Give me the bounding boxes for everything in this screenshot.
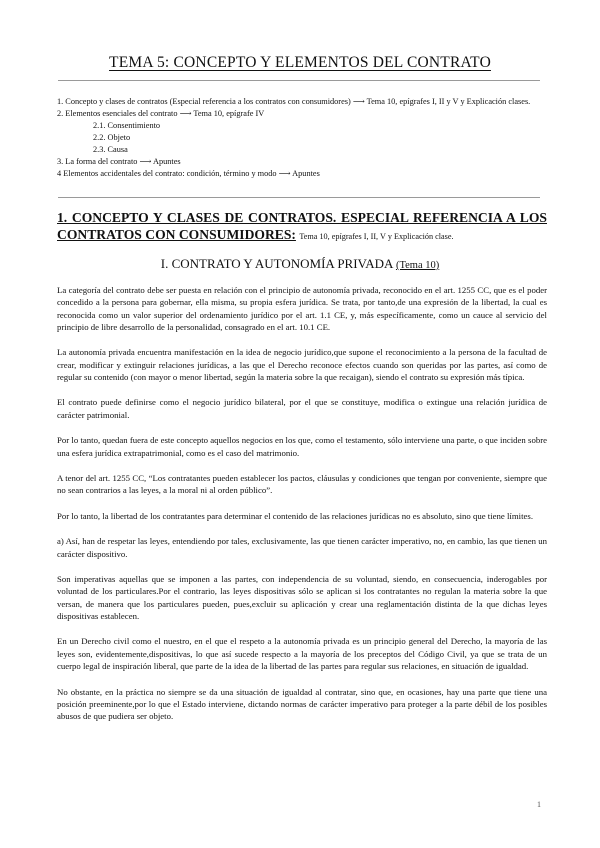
section-heading bbox=[57, 209, 547, 245]
paragraph: A tenor del art. 1255 CC, “Los contratantes pueden establecer los pactos, cláusulas y condiciones que tengan por conveniente, siempre que no sean contrarios a las leyes, a la moral ni al orden público”. bbox=[57, 473, 547, 496]
toc-item: 4 Elementos accidentales del contrato: condición, término y modo ⟶ Apuntes bbox=[57, 169, 320, 178]
subsection-tema: (Tema 10) bbox=[395, 260, 440, 271]
page-number: 1 bbox=[537, 800, 541, 809]
paragraph: Son imperativas aquellas que se imponen a las partes, con independencia de su voluntad, siendo, en consecuencia, inderogables por voluntad de los particulares.Por el contrario, las leyes dispositivas sólo se aplican si los contratantes no regulan la materia sobre la que versan, de manera que los particulares pueden, pues,excluir su aplicación y crear una reglamentación distinta de la que dichas leyes dispositivas establecen. bbox=[57, 574, 547, 621]
body-text bbox=[57, 284, 547, 736]
section-heading-text: 1. CONCEPTO Y CLASES DE CONTRATOS. ESPECIAL REFERENCIA A LOS CONTRATOS CON CONSUMIDORES: bbox=[57, 210, 547, 242]
table-of-contents bbox=[57, 96, 547, 180]
divider bbox=[58, 197, 540, 198]
toc-subitem: 2.1. Consentimiento bbox=[93, 121, 161, 130]
toc-subitem: 2.2. Objeto bbox=[93, 133, 131, 142]
paragraph: a) Así, han de respetar las leyes, entendiendo por tales, exclusivamente, las que tienen carácter imperativo, no, en cambio, las que tienen un carácter dispositivo. bbox=[57, 536, 547, 559]
toc-item: 3. La forma del contrato ⟶ Apuntes bbox=[57, 157, 181, 166]
toc-subitem: 2.3. Causa bbox=[93, 145, 128, 154]
divider bbox=[58, 80, 540, 81]
page-title-text: TEMA 5: CONCEPTO Y ELEMENTOS DEL CONTRATO bbox=[109, 54, 491, 71]
paragraph: Por lo tanto, la libertad de los contratantes para determinar el contenido de las relaciones jurídicas no es absoluto, sino que tiene límites. bbox=[57, 510, 534, 521]
subsection-heading-text: I. CONTRATO Y AUTONOMÍA PRIVADA bbox=[160, 256, 393, 271]
subsection-heading bbox=[0, 256, 600, 272]
paragraph: La autonomía privada encuentra manifestación en la idea de negocio jurídico,que supone el reconocimiento a la persona de la facultad de crear, modificar y extinguir relaciones jurídicas, a las que el Derecho reconoce efectos cuando son queridas por las partes, así como de regular su contenido (con mayor o menor libertad, según la materia sobre la que recaigan), siendo el contrato su expresión más típica. bbox=[57, 347, 547, 382]
paragraph: El contrato puede definirse como el negocio jurídico bilateral, por el que se constituye, modifica o extingue una relación jurídica de carácter patrimonial. bbox=[57, 397, 547, 420]
toc-item: 1. Concepto y clases de contratos (Especial referencia a los contratos con consumidores) ⟶ Tema 10, epígrafes I, II y V y Explicación clases. bbox=[57, 97, 531, 106]
section-note: Tema 10, epígrafes I, II, V y Explicación clase. bbox=[299, 232, 454, 241]
paragraph: En un Derecho civil como el nuestro, en el que el respeto a la autonomía privada es un principio general del Derecho, la mayoría de las leyes son, evidentemente,dispositivas, lo que así sucede respecto a la mayoría de los preceptos del Código Civil, ya que se trata de un cuerpo legal de inspiración liberal, que parte de la idea de la libertad de las partes para regular sus relaciones, en situación de igualdad. bbox=[57, 636, 547, 672]
paragraph: La categoría del contrato debe ser puesta en relación con el principio de autonomía privada, reconocido en el art. 1255 CC, que es el poder concedido a la persona para gobernar, ella misma, su propia esfera jurídica. Se trata, por tanto,de una expresión de la libertad, la cual es reconocida como un valor superior del ordenamiento jurídico por el art. 1.1 CE, y, más específicamente, como un cauce al servicio del principio de libre desarrollo de la personalidad, consagrado en el art. 10.1 CE. bbox=[57, 285, 547, 332]
page-title bbox=[0, 54, 600, 72]
paragraph: No obstante, en la práctica no siempre se da una situación de igualdad al contratar, sino que, en ocasiones, hay una parte que tiene una posición preeminente,por lo que el Estado interviene, dictando normas de carácter imperativo para proteger a la parte débil de los posibles abusos de que pudiera ser objeto. bbox=[57, 686, 547, 722]
paragraph: Por lo tanto, quedan fuera de este concepto aquellos negocios en los que, como el testamento, sólo interviene una parte, o que inciden sobre una esfera jurídica extrapatrimonial, como es el caso del matrimonio. bbox=[57, 435, 547, 458]
toc-item: 2. Elementos esenciales del contrato ⟶ Tema 10, epígrafe IV bbox=[57, 109, 265, 118]
